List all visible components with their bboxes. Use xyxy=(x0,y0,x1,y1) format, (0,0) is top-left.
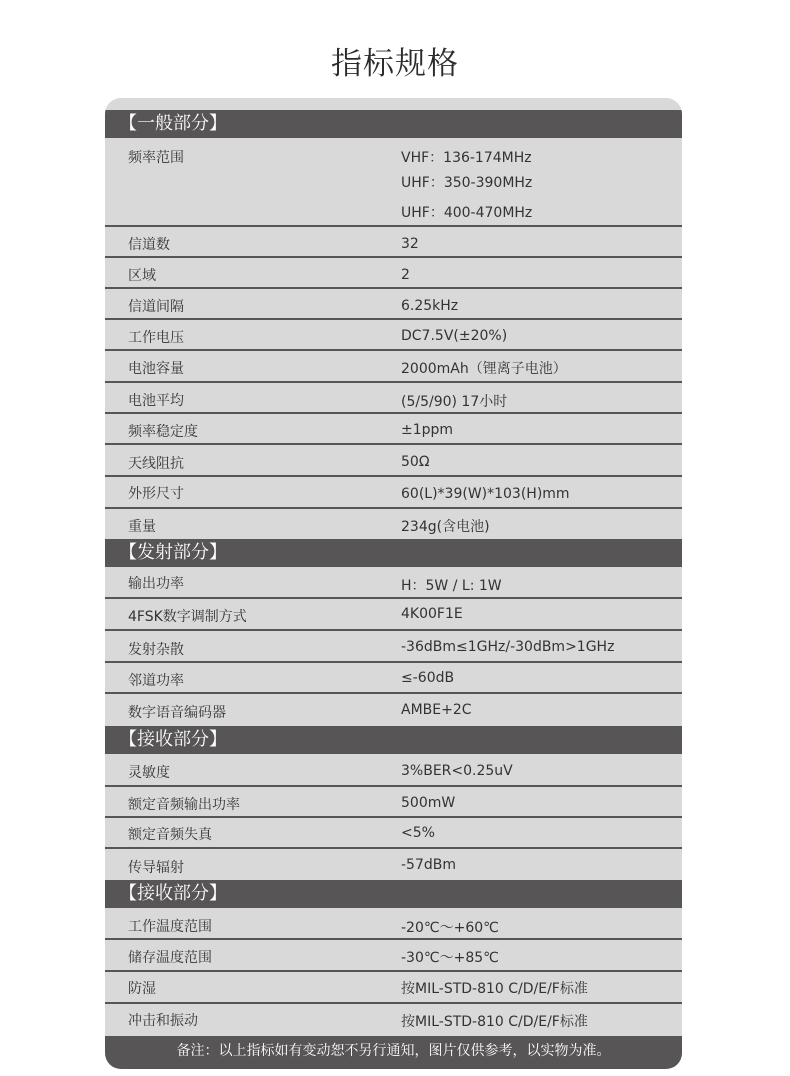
table-row xyxy=(105,818,682,849)
row-value: ±1ppm xyxy=(401,422,454,438)
row-value: 2000mAh（锂离子电池） xyxy=(401,361,567,377)
table-row xyxy=(105,1004,682,1036)
row-value: AMBE+2C xyxy=(401,702,472,718)
table-row xyxy=(105,972,682,1004)
row-label: 信道数 xyxy=(128,237,170,253)
table-row xyxy=(105,414,682,445)
row-value: 60(L)*39(W)*103(H)mm xyxy=(401,486,570,502)
footer-note: 备注：以上指标如有变动恕不另行通知，图片仅供参考，以实物为准。 xyxy=(105,1036,682,1069)
table-row xyxy=(105,567,682,599)
row-value: H：5W / L: 1W xyxy=(401,578,502,594)
row-label: 电池平均 xyxy=(128,393,184,409)
row-value: 234g(含电池) xyxy=(401,519,490,535)
row-value: VHF：136-174MHz xyxy=(401,150,532,166)
row-label: 输出功率 xyxy=(128,576,184,592)
row-label: 信道间隔 xyxy=(128,299,184,315)
row-value: 3%BER<0.25uV xyxy=(401,763,513,779)
table-row xyxy=(105,908,682,940)
row-value: -57dBm xyxy=(401,857,456,873)
table-row xyxy=(105,445,682,477)
table-row xyxy=(105,289,682,320)
row-label: 邻道功率 xyxy=(128,673,184,689)
row-value: ≤-60dB xyxy=(401,670,455,686)
row-label: 工作温度范围 xyxy=(128,919,212,935)
table-row xyxy=(105,227,682,258)
table-row xyxy=(105,138,682,227)
row-value: 2 xyxy=(401,267,410,283)
table-row xyxy=(105,631,682,663)
row-label: 发射杂散 xyxy=(128,642,184,658)
row-label: 冲击和振动 xyxy=(128,1013,198,1029)
row-value: DC7.5V(±20%) xyxy=(401,328,508,344)
row-value: 32 xyxy=(401,236,419,252)
row-label: 区域 xyxy=(128,268,156,284)
row-label: 频率范围 xyxy=(128,150,184,166)
table-row xyxy=(105,383,682,414)
row-value: -30℃～+85℃ xyxy=(401,950,499,966)
row-label: 工作电压 xyxy=(128,330,184,346)
row-label: 防湿 xyxy=(128,981,156,997)
row-value: 4K00F1E xyxy=(401,606,463,622)
row-value: UHF：400-470MHz xyxy=(401,205,533,221)
row-label: 储存温度范围 xyxy=(128,950,212,966)
row-label: 额定音频失真 xyxy=(128,827,212,843)
table-row xyxy=(105,940,682,972)
table-row xyxy=(105,694,682,726)
row-label: 数字语音编码器 xyxy=(128,705,226,721)
spec-table xyxy=(105,98,682,1069)
table-row xyxy=(105,663,682,694)
section-header-receive: 【接收部分】 xyxy=(105,726,682,754)
row-value: 6.25kHz xyxy=(401,298,459,314)
row-value: <5% xyxy=(401,825,435,841)
page-title: 指标规格 xyxy=(331,46,459,82)
table-row xyxy=(105,351,682,383)
row-value: 按MIL-STD-810 C/D/E/F标准 xyxy=(401,981,588,997)
row-label: 传导辐射 xyxy=(128,860,184,876)
row-value: 500mW xyxy=(401,795,456,811)
section-header-transmit: 【发射部分】 xyxy=(105,539,682,567)
table-row xyxy=(105,787,682,818)
table-row xyxy=(105,509,682,539)
row-label: 灵敏度 xyxy=(128,765,170,781)
row-label: 重量 xyxy=(128,519,156,535)
row-label: 外形尺寸 xyxy=(128,486,184,502)
table-row xyxy=(105,320,682,351)
table-row xyxy=(105,258,682,289)
section-header-general: 【一般部分】 xyxy=(105,110,682,138)
row-label: 天线阻抗 xyxy=(128,456,184,472)
row-label: 频率稳定度 xyxy=(128,424,198,440)
row-value: (5/5/90) 17小时 xyxy=(401,394,508,410)
row-value: -36dBm≤1GHz/-30dBm>1GHz xyxy=(401,639,615,655)
table-row xyxy=(105,599,682,631)
row-value: UHF：350-390MHz xyxy=(401,175,533,191)
row-label: 电池容量 xyxy=(128,361,184,377)
row-value: 按MIL-STD-810 C/D/E/F标准 xyxy=(401,1014,588,1030)
row-value: -20℃～+60℃ xyxy=(401,920,499,936)
row-value: 50Ω xyxy=(401,454,430,470)
table-row xyxy=(105,477,682,509)
row-label: 4FSK数字调制方式 xyxy=(128,609,247,625)
row-label: 额定音频输出功率 xyxy=(128,797,240,813)
section-header-environment: 【接收部分】 xyxy=(105,880,682,908)
table-row xyxy=(105,849,682,880)
table-row xyxy=(105,754,682,787)
